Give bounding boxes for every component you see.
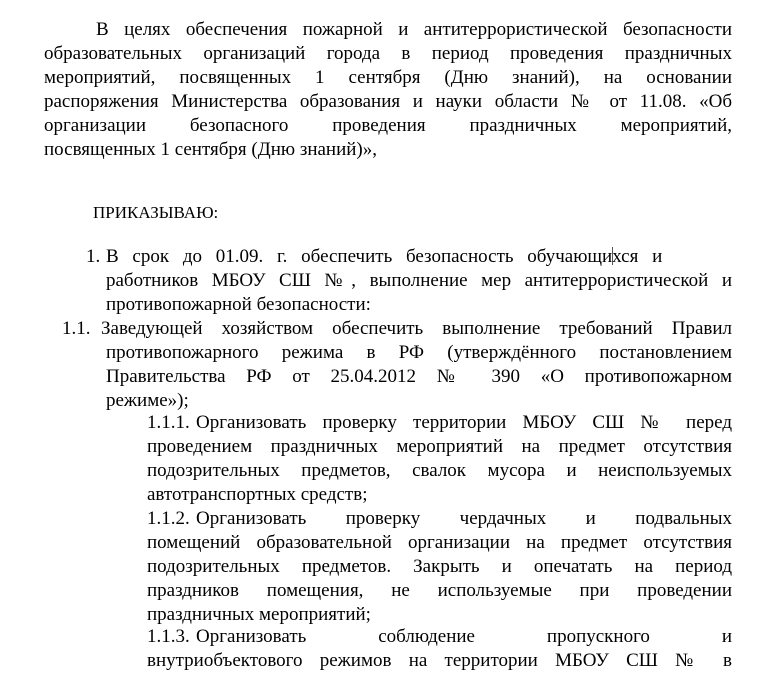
item-line: работников МБОУ СШ №, выполнение мер антитеррористической и xyxy=(106,270,732,291)
item-text xyxy=(106,245,662,269)
item-text-part: хся и xyxy=(612,246,663,267)
item-line: Заведующей хозяйством обеспечить выполнение требований Правил xyxy=(101,318,732,339)
item-number: 1.1. xyxy=(62,318,91,339)
preamble-line: В целях обеспечения пожарной и антитеррористической безопасности xyxy=(96,19,732,40)
item-line: подозрительных предметов, свалок мусора и неиспользуемых xyxy=(147,460,732,481)
item-line xyxy=(106,245,732,269)
preamble-line: посвященных 1 сентября (Дню знаний)», xyxy=(44,139,378,160)
item-line: праздничных мероприятий; xyxy=(147,604,371,625)
item-number: 1.1.3. xyxy=(147,626,190,647)
preamble-line: образовательных организаций города в период проведения праздничных xyxy=(44,43,732,64)
item-number: 1.1.1. xyxy=(147,412,190,433)
item-line: проведением праздничных мероприятий на предмет отсутствия xyxy=(147,436,732,457)
item-line: Организовать проверку территории МБОУ СШ № перед xyxy=(196,412,732,433)
item-line: противопожарного режима в РФ (утверждённого постановлением xyxy=(106,342,732,363)
preamble-line: мероприятий, посвященных 1 сентября (Дню знаний), на основании xyxy=(44,67,732,88)
item-line: режиме»); xyxy=(106,390,189,411)
item-line: противопожарной безопасности: xyxy=(106,294,371,315)
item-line: Организовать проверку чердачных и подвальных xyxy=(196,508,732,529)
item-line: Правительства РФ от 25.04.2012 № 390 «О противопожарном xyxy=(106,366,732,387)
item-number: 1.1.2. xyxy=(147,508,190,529)
item-line: Организовать соблюдение пропускного и xyxy=(196,626,732,647)
preamble-line: организации безопасного проведения праздничных мероприятий, xyxy=(44,115,732,136)
order-heading: ПРИКАЗЫВАЮ: xyxy=(93,203,219,222)
preamble-line: распоряжения Министерства образования и науки области № от 11.08. «Об xyxy=(44,91,732,112)
item-text-part: В срок до 01.09. г. обеспечить безопасность обучающи xyxy=(106,246,613,267)
item-line: подозрительных предметов. Закрыть и опечатать на период xyxy=(147,556,732,577)
item-line: праздников помещения, не используемые при проведении xyxy=(147,580,732,601)
item-line: автотранспортных средств; xyxy=(147,484,368,505)
item-line: помещений образовательной организации на предмет отсутствия xyxy=(147,532,732,553)
item-number: 1. xyxy=(86,246,101,267)
item-line: внутриобъектового режимов на территории МБОУ СШ № в xyxy=(147,650,732,671)
